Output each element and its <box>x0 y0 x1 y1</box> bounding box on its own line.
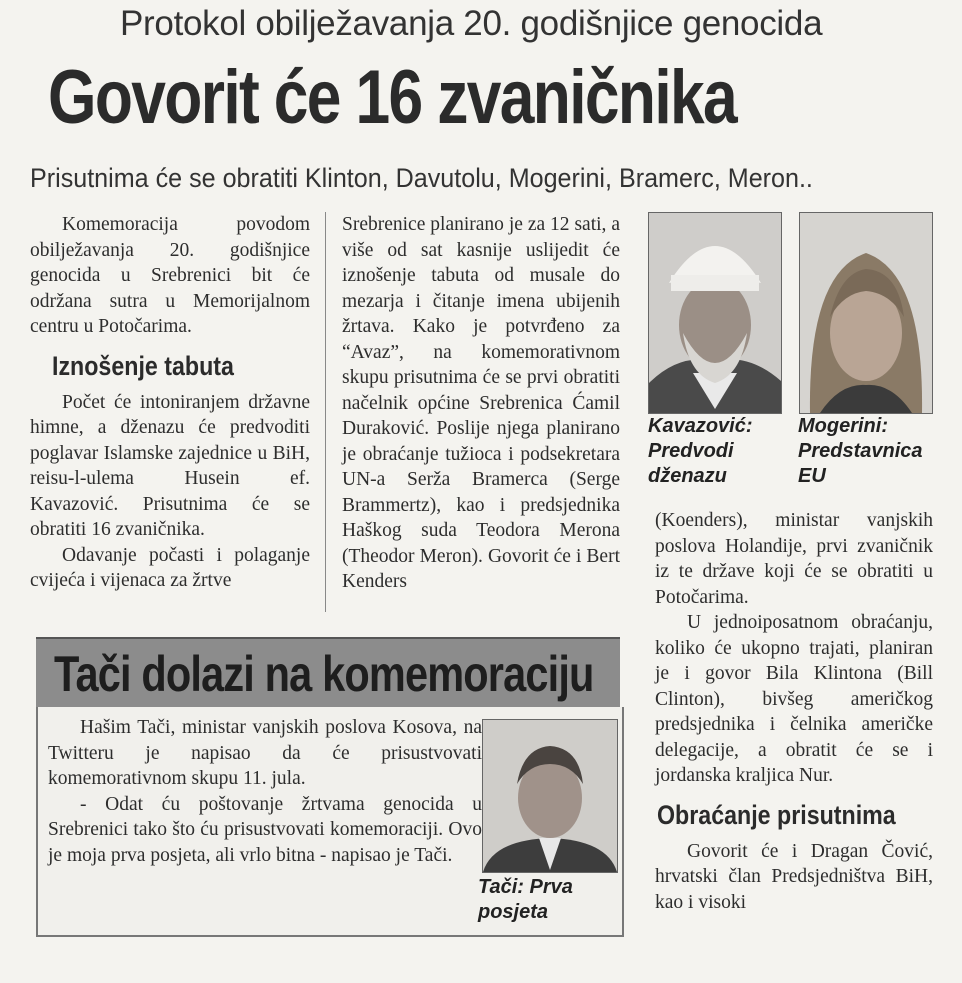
paragraph: Hašim Tači, ministar vanjskih poslova Kosova, na Twitteru je napisao da će prisustvovati komemorativnom skupu 11. jula. <box>48 717 482 789</box>
column-divider <box>325 212 326 612</box>
paragraph: Odavanje počasti i polaganje cvijeća i vijenaca za žrtve <box>30 544 310 591</box>
kavazovic-caption: Kavazović: Predvodi dženazu <box>648 415 753 487</box>
taci-photo <box>482 719 618 873</box>
article-column-3 <box>655 508 933 915</box>
kicker-title: Protokol obilježavanja 20. godišnjice genocida <box>120 4 823 43</box>
section-heading: Obraćanje prisutnima <box>657 799 896 830</box>
paragraph: Počet će intoniranjem državne himne, a dženazu će predvoditi poglavar Islamske zajednice u BiH, reisu-l-ulema Husein ef. Kavazović. Prisutnima će se obratiti 16 zvaničnika. <box>30 391 310 540</box>
paragraph: Govorit će i Dragan Čović, hrvatski član Predsjedništva BiH, kao i visoki <box>655 840 933 913</box>
paragraph: (Koenders), ministar vanjskih poslova Holandije, prvi zvaničnik iz te države koji će se obratiti u Potočarima. <box>655 510 933 608</box>
sidebar-box-header <box>36 637 620 711</box>
paragraph: Srebrenice planirano je za 12 sati, a više od sat kasnije uslijedit će iznošenje tabuta od musale do mezarja i čitanje imena ubijenih žrtava. Kako je potvrđeno za “Avaz”, na komemorativnom skupu prisutnima će se prvi obratiti načelnik općine Srebrenica Ćamil Duraković. Poslije njega planirano je obraćanje tužioca i podsekretara UN-a Serža Bramerca (Serge Brammertz), kao i predsjednika Haškog suda Teodora Merona (Theodor Meron). Govorit će i Bert Kenders <box>342 214 620 592</box>
kavazovic-photo <box>648 212 782 414</box>
paragraph: - Odat ću poštovanje žrtvama genocida u Srebrenici tako što ću prisustvovati komemoraciji. Ovo je moja prva posjeta, ali vrlo bitna - napisao je Tači. <box>48 793 482 866</box>
paragraph: U jednoiposatnom obraćanju, koliko će ukopno trajati, planiran je i govor Bila Klintona (Bill Clinton), bivšeg američkog predsjednika i čelnika američke delegacije, a obratit će se i jordanska kraljica Nur. <box>655 612 933 786</box>
article-column-2 <box>342 212 620 595</box>
article-column-1 <box>30 212 310 594</box>
sidebar-box <box>36 707 624 937</box>
section-heading: Iznošenje tabuta <box>52 350 234 381</box>
mogerini-caption: Mogerini: Predstavnica EU <box>798 415 923 487</box>
taci-caption: Tači: Prva posjeta <box>478 876 573 923</box>
headline: Govorit će 16 zvaničnika <box>48 55 737 140</box>
paragraph: Komemoracija povodom obilježavanja 20. godišnjice genocida u Srebrenici bit će održana sutra u Memorijalnom centru u Potočarima. <box>30 214 310 337</box>
sidebar-box-text <box>48 715 482 868</box>
subheadline: Prisutnima će se obratiti Klinton, Davutolu, Mogerini, Bramerc, Meron.. <box>30 163 813 193</box>
mogerini-photo <box>799 212 933 414</box>
sidebar-box-title: Tači dolazi na komemoraciju <box>54 646 594 702</box>
